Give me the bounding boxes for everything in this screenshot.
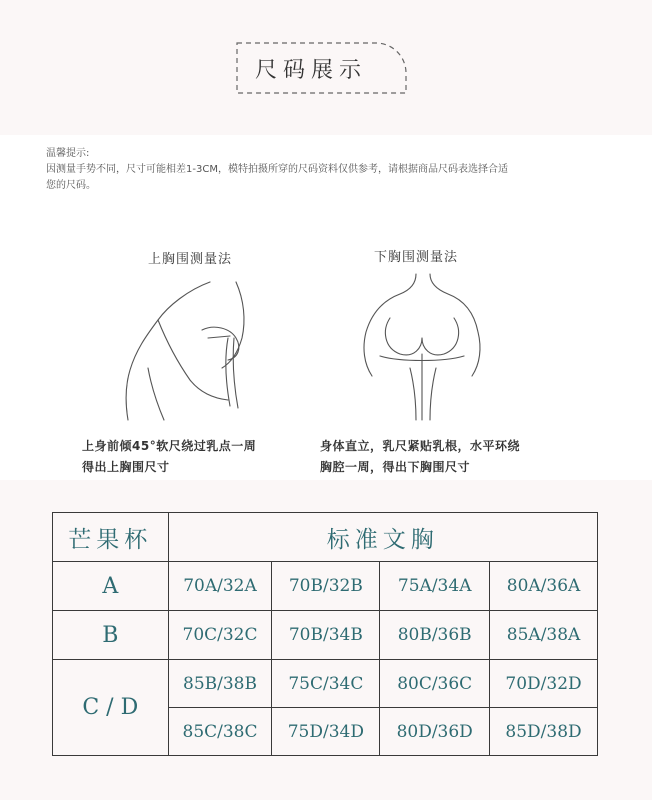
table-row (53, 611, 598, 660)
method-desc-upper-line-2: 得出上胸围尺寸 (82, 460, 170, 474)
size-cell: 85C/38C (168, 708, 272, 756)
header-size-cell: 标准文胸 (168, 513, 597, 562)
size-cell: 85A/38A (490, 611, 598, 660)
cup-cell: A (53, 562, 169, 611)
size-cell: 80D/36D (380, 708, 490, 756)
size-cell: 80A/36A (490, 562, 598, 611)
upper-bust-figure-icon (118, 280, 258, 422)
lower-bust-figure-icon (360, 272, 484, 422)
size-cell: 70B/32B (272, 562, 380, 611)
method-title-upper: 上胸围测量法 (148, 252, 233, 267)
section-title-box (236, 42, 408, 94)
size-cell: 70C/32C (168, 611, 272, 660)
header-cup-cell: 芒果杯 (53, 513, 169, 562)
method-desc-lower-line-1: 身体直立，乳尺紧贴乳根，水平环绕 (320, 439, 521, 453)
size-cell: 70A/32A (168, 562, 272, 611)
method-desc-lower (320, 436, 520, 478)
size-cell: 85B/38B (168, 660, 272, 708)
tips-heading: 温馨提示: (46, 148, 90, 159)
method-desc-upper (82, 436, 256, 478)
table-header-row (53, 513, 598, 562)
size-table (52, 512, 598, 756)
tips-line-2: 您的尺码。 (46, 180, 96, 191)
size-cell: 75C/34C (272, 660, 380, 708)
cup-cell: B (53, 611, 169, 660)
tips-block (46, 146, 606, 194)
size-cell: 85D/38D (490, 708, 598, 756)
size-cell: 75A/34A (380, 562, 490, 611)
method-desc-upper-line-1: 上身前倾45°软尺绕过乳点一周 (82, 439, 257, 453)
table-row (53, 562, 598, 611)
tips-line-1: 因测量手势不同，尺寸可能相差1-3CM，模特拍摄所穿的尺码资料仅供参考，请根据商品尺码表选择合适 (46, 164, 508, 175)
page-title: 尺码展示 (254, 57, 367, 83)
cup-cell: C / D (53, 660, 169, 756)
size-cell: 80B/36B (380, 611, 490, 660)
method-desc-lower-line-2: 胸腔一周，得出下胸围尺寸 (320, 460, 471, 474)
table-row (53, 660, 598, 708)
size-cell: 70D/32D (490, 660, 598, 708)
method-title-lower: 下胸围测量法 (374, 250, 459, 265)
size-cell: 80C/36C (380, 660, 490, 708)
size-cell: 75D/34D (272, 708, 380, 756)
size-cell: 70B/34B (272, 611, 380, 660)
